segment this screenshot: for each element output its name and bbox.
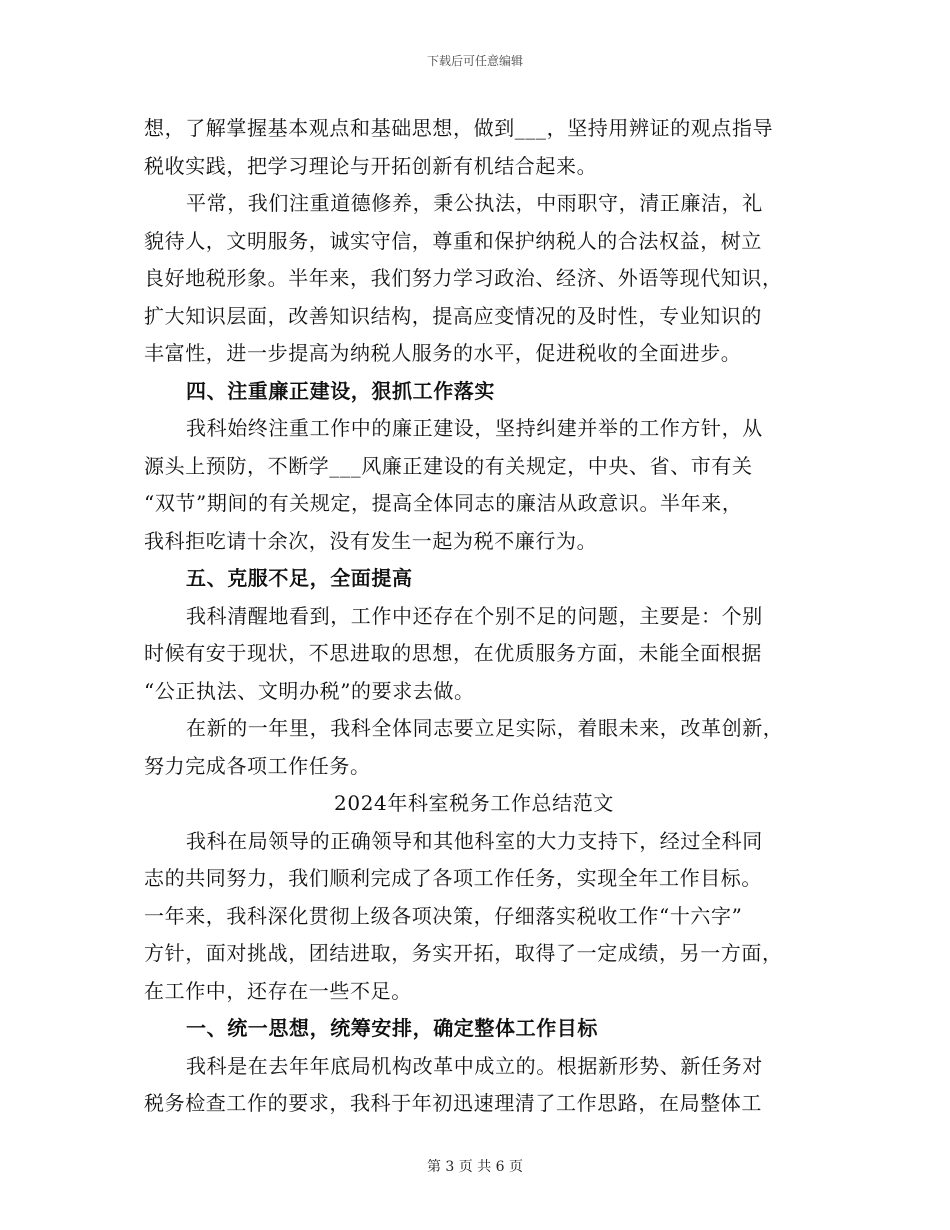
body-line: 时候有安于现状，不思进取的思想，在优质服务方面，未能全面根据 — [144, 641, 762, 665]
body-line: 税务检查工作的要求，我科于年初迅速理清了工作思路，在局整体工 — [144, 1091, 762, 1115]
document-title: 2024年科室税务工作总结范文 — [334, 791, 614, 815]
body-line: 我科清醒地看到，工作中还存在个别不足的问题，主要是：个别 — [186, 603, 763, 628]
body-line: 方针，面对挑战，团结进取，务实开拓，取得了一定成绩，另一方面， — [144, 941, 783, 965]
section-heading: 四、注重廉正建设，狠抓工作落实 — [186, 378, 495, 403]
body-line: 在工作中，还存在一些不足。 — [144, 978, 412, 1003]
body-line: 我科在局领导的正确领导和其他科室的大力支持下，经过全科同 — [186, 828, 763, 853]
body-line: 想，了解掌握基本观点和基础思想，做到___，坚持用辨证的观点指导 — [144, 116, 774, 140]
document-body — [144, 110, 804, 1123]
page-header: 下载后可任意编辑 — [426, 54, 523, 68]
body-line: 努力完成各项工作任务。 — [144, 753, 371, 778]
body-line: 我科是在去年年底局机构改革中成立的。根据新形势、新任务对 — [186, 1053, 763, 1078]
body-line: 良好地税形象。半年来，我们努力学习政治、经济、外语等现代知识， — [144, 266, 783, 290]
body-line: 我科拒吃请十余次，没有发生一起为税不廉行为。 — [144, 528, 598, 553]
body-line: 平常，我们注重道德修养，秉公执法，中雨职守，清正廉洁，礼 — [186, 191, 763, 215]
body-line: 在新的一年里，我科全体同志要立足实际，着眼未来，改革创新， — [186, 716, 784, 740]
body-line: 扩大知识层面，改善知识结构，提高应变情况的及时性，专业知识的 — [144, 303, 762, 328]
body-line: 志的共同努力，我们顺利完成了各项工作任务，实现全年工作目标。 — [144, 866, 762, 890]
section-heading: 一、统一思想，统筹安排，确定整体工作目标 — [186, 1016, 598, 1040]
page-number: 第 3 页 共 6 页 — [426, 1159, 524, 1175]
body-line: “双节”期间的有关规定，提高全体同志的廉洁从政意识。半年来， — [144, 491, 743, 515]
body-line: 一年来，我科深化贯彻上级各项决策，仔细落实税收工作“十六字” — [144, 903, 743, 928]
body-line: 税收实践，把学习理论与开拓创新有机结合起来。 — [144, 153, 598, 178]
section-heading: 五、克服不足，全面提高 — [186, 566, 413, 590]
body-line: 我科始终注重工作中的廉正建设，坚持纠建并举的工作方针，从 — [186, 416, 763, 440]
body-line: 貌待人，文明服务，诚实守信，尊重和保护纳税人的合法权益，树立 — [144, 228, 762, 253]
body-line: 丰富性，进一步提高为纳税人服务的水平，促进税收的全面进步。 — [144, 341, 742, 365]
body-line: 源头上预防，不断学___风廉正建设的有关规定，中央、省、市有关 — [144, 453, 753, 478]
body-line: “公正执法、文明办税”的要求去做。 — [144, 678, 475, 703]
